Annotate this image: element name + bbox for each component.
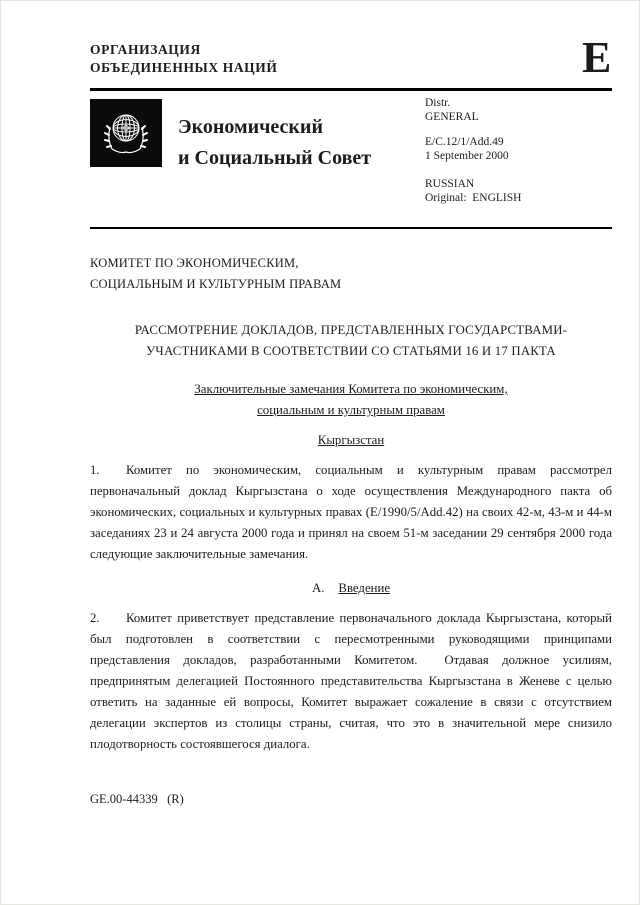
- section-a-number: A.: [311, 581, 325, 595]
- document-date: 1 September 2000: [425, 149, 509, 162]
- council-title-line2: и Социальный Совет: [178, 147, 372, 169]
- committee-heading: [90, 253, 341, 295]
- document-body: [90, 320, 612, 768]
- document-title: [90, 320, 612, 362]
- header-rule-bottom: [90, 227, 612, 229]
- distribution-block: [425, 97, 521, 205]
- document-symbol: E/C.12/1/Add.49: [425, 136, 504, 148]
- document-title-line2: УЧАСТНИКАМИ В СООТВЕТСТВИИ СО СТАТЬЯМИ 16 И 17 ПАКТА: [146, 344, 556, 358]
- document-original-language: Original: ENGLISH: [425, 191, 522, 204]
- paragraph-2-text: Комитет приветствует представление первоначального доклада Кыргызстана, который был подготовлен в соответствии с пересмотренными руководящими принципами представления докладов, разработанными Комитетом. Отдавая должное усилиям, предпринятым делегацией Постоянного представительства Кыргызстана в Женеве с целью ответить на заданные ей вопросы, Комитет выражает сожаление в связи с отсутствием делегации экспертов из столицы страны, считая, что это в значительной мере снизило плодотворность состоявшегося диалога.: [90, 611, 612, 751]
- un-emblem-icon: [90, 99, 162, 167]
- country-heading: Кыргызстан: [317, 433, 385, 447]
- header-rule-top: [90, 88, 612, 91]
- section-a-title: Введение: [338, 581, 391, 595]
- document-series-letter: E: [582, 33, 612, 82]
- document-subtitle: [90, 379, 612, 421]
- org-name-line1: ОРГАНИЗАЦИЯ: [90, 42, 201, 57]
- spacer: [425, 124, 521, 136]
- section-a-heading: [90, 578, 612, 599]
- org-name-line2: ОБЪЕДИНЕННЫХ НАЦИЙ: [90, 60, 278, 75]
- paragraph-2-number: 2.: [90, 611, 100, 625]
- distr-label: Distr.: [425, 97, 451, 109]
- paragraph-1-number: 1.: [90, 463, 100, 477]
- org-name: [90, 41, 277, 77]
- footer-reference: GE.00-44339 (R): [90, 792, 184, 806]
- document-subtitle-line1: Заключительные замечания Комитета по экономическим,: [194, 382, 508, 396]
- committee-heading-line1: КОМИТЕТ ПО ЭКОНОМИЧЕСКИМ,: [90, 256, 299, 270]
- paragraph-1: [90, 460, 612, 565]
- document-language: RUSSIAN: [425, 178, 475, 190]
- committee-heading-line2: СОЦИАЛЬНЫМ И КУЛЬТУРНЫМ ПРАВАМ: [90, 277, 342, 291]
- spacer: [425, 163, 521, 178]
- council-title: [178, 112, 371, 174]
- paragraph-2: [90, 608, 612, 755]
- document-title-line1: РАССМОТРЕНИЕ ДОКЛАДОВ, ПРЕДСТАВЛЕННЫХ ГОСУДАРСТВАМИ-: [134, 323, 568, 337]
- council-title-line1: Экономический: [178, 116, 323, 138]
- paragraph-1-text: Комитет по экономическим, социальным и культурным правам рассмотрел первоначальный доклад Кыргызстана о ходе осуществления Международного пакта об экономических, социальных и культурных правах (E/1990/5/Add.42) на своих 42-м, 43-м и 44-м заседаниях 23 и 24 августа 2000 года и принял на своем 51-м заседании 29 сентября 2000 года следующие заключительные замечания.: [90, 463, 612, 561]
- distr-value: GENERAL: [425, 110, 479, 123]
- document-subtitle-line2: социальным и культурным правам: [257, 403, 445, 417]
